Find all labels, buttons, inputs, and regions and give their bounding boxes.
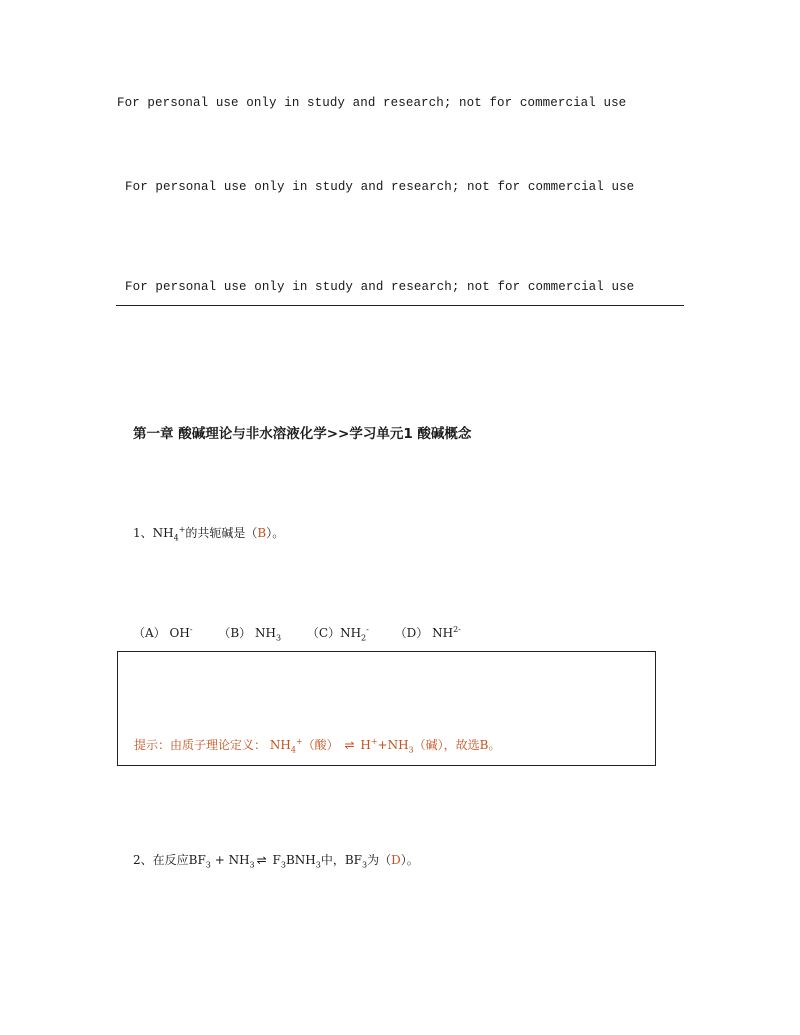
question-2-number: 2、 <box>133 853 153 867</box>
option-a: （A） OH- <box>133 625 193 640</box>
horizontal-rule <box>116 305 684 306</box>
chapter-heading: 第一章 酸碱理论与非水溶液化学>>学习单元1 酸碱概念 <box>133 426 472 442</box>
question-1-number: 1、 <box>133 526 153 540</box>
option-c: $(C)NH_2^-$ <box>306 625 369 643</box>
question-1-options <box>133 624 483 642</box>
usage-notice-2: For personal use only in study and research; not for commercial use <box>125 180 635 194</box>
question-1-species: NH <box>152 526 174 540</box>
usage-notice-3: For personal use only in study and research; not for commercial use <box>125 280 635 294</box>
usage-notice-1: For personal use only in study and research; not for commercial use <box>117 96 627 110</box>
question-1-answer: B <box>257 526 267 540</box>
option-d: （D） $NH^{2-}$ <box>394 625 461 640</box>
equilibrium-arrow-icon: ⇌ <box>344 738 355 752</box>
equilibrium-arrow-icon: ⇌ <box>256 853 267 867</box>
question-1: 1、$NH_4^+$的共轭碱是（B）。 <box>133 525 285 543</box>
question-2: 2、在反应$BF_3 + NH_3$ ⇌ $F_3BNH_3$中，$BF_3$为（D）。 <box>133 853 419 870</box>
question-2-answer: D <box>391 853 401 867</box>
hint-text: 提示：由质子理论定义： $NH_4^+$（酸） ⇌ $H^++NH_3$（碱），故选B。 <box>134 737 501 755</box>
hint-box <box>117 651 656 766</box>
option-b: （B） $NH_3$ <box>218 626 282 643</box>
